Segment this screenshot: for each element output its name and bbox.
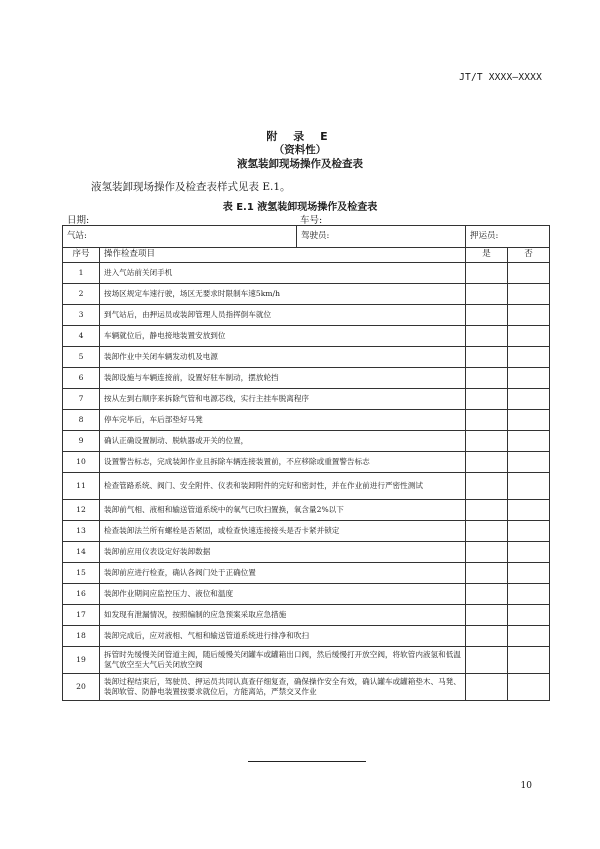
page-number: 10 bbox=[520, 781, 532, 791]
check-item-text: 进入气站前关闭手机 bbox=[100, 263, 466, 284]
yes-checkbox-cell[interactable] bbox=[466, 452, 508, 473]
yes-checkbox-cell[interactable] bbox=[466, 263, 508, 284]
checklist-row bbox=[63, 521, 550, 542]
check-item-text: 确认正确设置制动、脱轨器或开关的位置， bbox=[100, 431, 466, 452]
row-number: 14 bbox=[63, 542, 100, 563]
row-number: 9 bbox=[63, 431, 100, 452]
no-checkbox-cell[interactable] bbox=[508, 563, 550, 584]
row-number: 12 bbox=[63, 500, 100, 521]
row-number: 13 bbox=[63, 521, 100, 542]
yes-checkbox-cell[interactable] bbox=[466, 626, 508, 647]
yes-checkbox-cell[interactable] bbox=[466, 647, 508, 674]
row-number: 4 bbox=[63, 326, 100, 347]
no-checkbox-cell[interactable] bbox=[508, 605, 550, 626]
check-item-text: 装卸设施与车辆连接前，设置好驻车制动，摆放轮挡 bbox=[100, 368, 466, 389]
plate-number-label: 车号: bbox=[300, 215, 323, 226]
yes-checkbox-cell[interactable] bbox=[466, 326, 508, 347]
intro-paragraph: 液氢装卸现场操作及检查表样式见表 E.1。 bbox=[91, 181, 291, 193]
row-number: 1 bbox=[63, 263, 100, 284]
table-caption: 表 E.1 液氢装卸现场操作及检查表 bbox=[222, 202, 378, 213]
check-item-text: 检查管路系统、阀门、安全附件、仪表和装卸附件的完好和密封性，并在作业前进行严密性测试 bbox=[100, 473, 466, 500]
check-item-text: 拆管时先缓慢关闭管道主阀，随后缓慢关闭罐车或罐箱出口阀，然后缓慢打开放空阀，将软管内液氢和低温氢气放空至大气后关闭放空阀 bbox=[100, 647, 466, 674]
row-number: 17 bbox=[63, 605, 100, 626]
item-header: 操作检查项目 bbox=[100, 248, 466, 263]
document-code: JT/T XXXX—XXXX bbox=[459, 72, 542, 83]
yes-checkbox-cell[interactable] bbox=[466, 431, 508, 452]
checklist-row bbox=[63, 605, 550, 626]
yes-checkbox-cell[interactable] bbox=[466, 347, 508, 368]
check-item-text: 检查装卸法兰所有螺栓是否紧固，或检查快速连接接头是否卡紧并锁定 bbox=[100, 521, 466, 542]
checklist-row bbox=[63, 563, 550, 584]
check-item-text: 按从左到右顺序来拆除气管和电源芯线，实行主挂车脱离程序 bbox=[100, 389, 466, 410]
no-checkbox-cell[interactable] bbox=[508, 521, 550, 542]
checklist-row bbox=[63, 674, 550, 701]
checklist-row bbox=[63, 626, 550, 647]
row-number: 10 bbox=[63, 452, 100, 473]
checklist-row bbox=[63, 326, 550, 347]
checklist-row bbox=[63, 647, 550, 674]
no-checkbox-cell[interactable] bbox=[508, 389, 550, 410]
check-item-text: 如发现有泄漏情况，按照编制的应急预案采取应急措施 bbox=[100, 605, 466, 626]
row-number: 6 bbox=[63, 368, 100, 389]
yes-checkbox-cell[interactable] bbox=[466, 284, 508, 305]
checklist-row bbox=[63, 584, 550, 605]
no-checkbox-cell[interactable] bbox=[508, 674, 550, 701]
no-checkbox-cell[interactable] bbox=[508, 368, 550, 389]
seq-header: 序号 bbox=[63, 248, 100, 263]
checklist-row bbox=[63, 263, 550, 284]
check-item-text: 装卸完成后，应对液相、气相和输送管道系统进行排净和吹扫 bbox=[100, 626, 466, 647]
yes-checkbox-cell[interactable] bbox=[466, 563, 508, 584]
yes-checkbox-cell[interactable] bbox=[466, 605, 508, 626]
check-item-text: 按场区规定车速行驶，场区无要求时限制车速5km/h bbox=[100, 284, 466, 305]
no-checkbox-cell[interactable] bbox=[508, 305, 550, 326]
check-item-text: 设置警告标志，完成装卸作业且拆除车辆连接装置前，不应移除或重置警告标志 bbox=[100, 452, 466, 473]
checklist-row bbox=[63, 431, 550, 452]
check-item-text: 装卸过程结束后，驾驶员、押运员共同认真查仔细复查，确保操作安全有效，确认罐车或罐箱垫木、马凳、装卸软管、防静电装置按要求就位后，方能离站，严禁交叉作业 bbox=[100, 674, 466, 701]
check-item-text: 停车完毕后，车后部垫好马凳 bbox=[100, 410, 466, 431]
yes-checkbox-cell[interactable] bbox=[466, 542, 508, 563]
no-checkbox-cell[interactable] bbox=[508, 452, 550, 473]
check-item-text: 车辆就位后，静电接地装置安放到位 bbox=[100, 326, 466, 347]
check-item-text: 装卸作业中关闭车辆发动机及电源 bbox=[100, 347, 466, 368]
checklist-row bbox=[63, 368, 550, 389]
yes-checkbox-cell[interactable] bbox=[466, 521, 508, 542]
checklist-row bbox=[63, 284, 550, 305]
appendix-title: 附 录 E bbox=[266, 130, 334, 143]
row-number: 2 bbox=[63, 284, 100, 305]
no-checkbox-cell[interactable] bbox=[508, 584, 550, 605]
yes-checkbox-cell[interactable] bbox=[466, 584, 508, 605]
header-row bbox=[63, 248, 550, 263]
no-checkbox-cell[interactable] bbox=[508, 326, 550, 347]
no-checkbox-cell[interactable] bbox=[508, 542, 550, 563]
no-checkbox-cell[interactable] bbox=[508, 500, 550, 521]
yes-checkbox-cell[interactable] bbox=[466, 500, 508, 521]
no-checkbox-cell[interactable] bbox=[508, 263, 550, 284]
no-checkbox-cell[interactable] bbox=[508, 431, 550, 452]
yes-checkbox-cell[interactable] bbox=[466, 473, 508, 500]
yes-checkbox-cell[interactable] bbox=[466, 674, 508, 701]
check-item-text: 装卸前应用仪表设定好装卸数据 bbox=[100, 542, 466, 563]
no-checkbox-cell[interactable] bbox=[508, 347, 550, 368]
row-number: 19 bbox=[63, 647, 100, 674]
checklist-row bbox=[63, 473, 550, 500]
yes-checkbox-cell[interactable] bbox=[466, 410, 508, 431]
yes-header: 是 bbox=[466, 248, 508, 263]
appendix-type: （资料性） bbox=[273, 144, 327, 156]
row-number: 18 bbox=[63, 626, 100, 647]
checklist-row bbox=[63, 389, 550, 410]
checklist-row bbox=[63, 305, 550, 326]
row-number: 5 bbox=[63, 347, 100, 368]
info-row bbox=[63, 226, 550, 248]
escort-cell: 押运员: bbox=[466, 226, 550, 248]
check-item-text: 装卸前应进行检查，确认各阀门处于正确位置 bbox=[100, 563, 466, 584]
station-cell: 气站: bbox=[63, 226, 297, 248]
check-item-text: 到气站后，由押运员或装卸管理人员指挥倒车就位 bbox=[100, 305, 466, 326]
no-checkbox-cell[interactable] bbox=[508, 284, 550, 305]
check-item-text: 装卸前气相、液相和输送管道系统中的氧气已吹扫置换，氧含量2%以下 bbox=[100, 500, 466, 521]
yes-checkbox-cell[interactable] bbox=[466, 389, 508, 410]
row-number: 3 bbox=[63, 305, 100, 326]
row-number: 11 bbox=[63, 473, 100, 500]
date-label: 日期: bbox=[67, 215, 90, 226]
no-checkbox-cell[interactable] bbox=[508, 410, 550, 431]
no-header: 否 bbox=[508, 248, 550, 263]
yes-checkbox-cell[interactable] bbox=[466, 368, 508, 389]
footer-divider bbox=[248, 761, 366, 762]
row-number: 16 bbox=[63, 584, 100, 605]
row-number: 15 bbox=[63, 563, 100, 584]
appendix-name: 液氢装卸现场操作及检查表 bbox=[237, 158, 363, 170]
checklist-row bbox=[63, 542, 550, 563]
checklist-row bbox=[63, 410, 550, 431]
checklist-table bbox=[62, 225, 550, 701]
check-item-text: 装卸作业期间应监控压力、液位和温度 bbox=[100, 584, 466, 605]
no-checkbox-cell[interactable] bbox=[508, 626, 550, 647]
no-checkbox-cell[interactable] bbox=[508, 647, 550, 674]
row-number: 8 bbox=[63, 410, 100, 431]
checklist-row bbox=[63, 452, 550, 473]
row-number: 7 bbox=[63, 389, 100, 410]
driver-cell: 驾驶员: bbox=[297, 226, 466, 248]
no-checkbox-cell[interactable] bbox=[508, 473, 550, 500]
yes-checkbox-cell[interactable] bbox=[466, 305, 508, 326]
row-number: 20 bbox=[63, 674, 100, 701]
checklist-row bbox=[63, 347, 550, 368]
checklist-row bbox=[63, 500, 550, 521]
